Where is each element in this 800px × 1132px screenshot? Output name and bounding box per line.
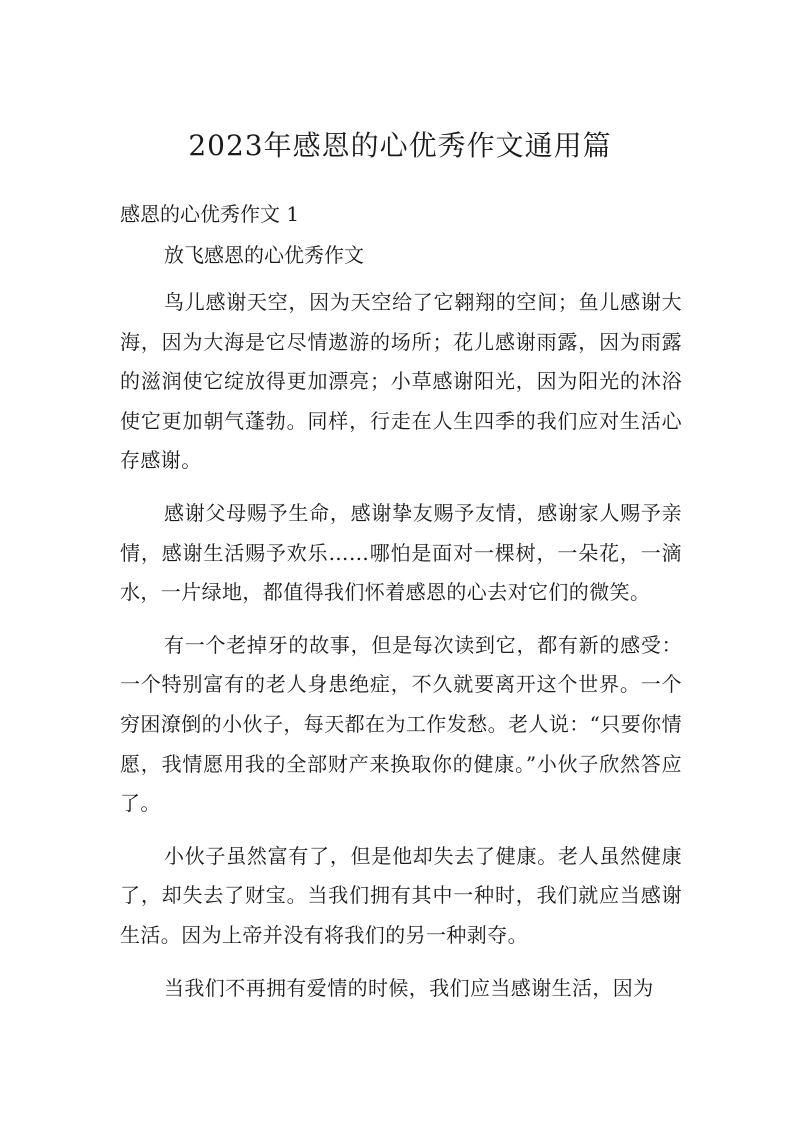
paragraph: 鸟儿感谢天空，因为天空给了它翱翔的空间；鱼儿感谢大海，因为大海是它尽情遨游的场所；花儿感谢雨露，因为雨露的滋润使它绽放得更加漂亮；小草感谢阳光，因为阳光的沐浴使它更加朝气蓬勃。同样，行走在人生四季的我们应对生活心存感谢。	[120, 290, 682, 473]
section-heading: 感恩的心优秀作文 1	[120, 202, 300, 226]
essay-body	[120, 283, 682, 1008]
document-title: 2023年感恩的心优秀作文通用篇	[188, 129, 612, 162]
paragraph: 感谢父母赐予生命，感谢挚友赐予友情，感谢家人赐予亲情，感谢生活赐予欢乐……哪怕是面对一棵树，一朵花，一滴水，一片绿地，都值得我们怀着感恩的心去对它们的微笑。	[120, 500, 682, 605]
paragraph: 小伙子虽然富有了，但是他却失去了健康。老人虽然健康了，却失去了财宝。当我们拥有其中一种时，我们就应当感谢生活。因为上帝并没有将我们的另一种剥夺。	[120, 843, 682, 947]
essay-title: 放飞感恩的心优秀作文	[164, 243, 364, 267]
paragraph: 有一个老掉牙的故事，但是每次读到它，都有新的感受：一个特别富有的老人身患绝症，不久就要离开这个世界。一个穷困潦倒的小伙子，每天都在为工作发愁。老人说：“只要你情愿，我情愿用我的全部财产来换取你的健康。”小伙子欣然答应了。	[120, 632, 682, 816]
paragraph: 当我们不再拥有爱情的时候，我们应当感谢生活，因为	[164, 975, 654, 1000]
